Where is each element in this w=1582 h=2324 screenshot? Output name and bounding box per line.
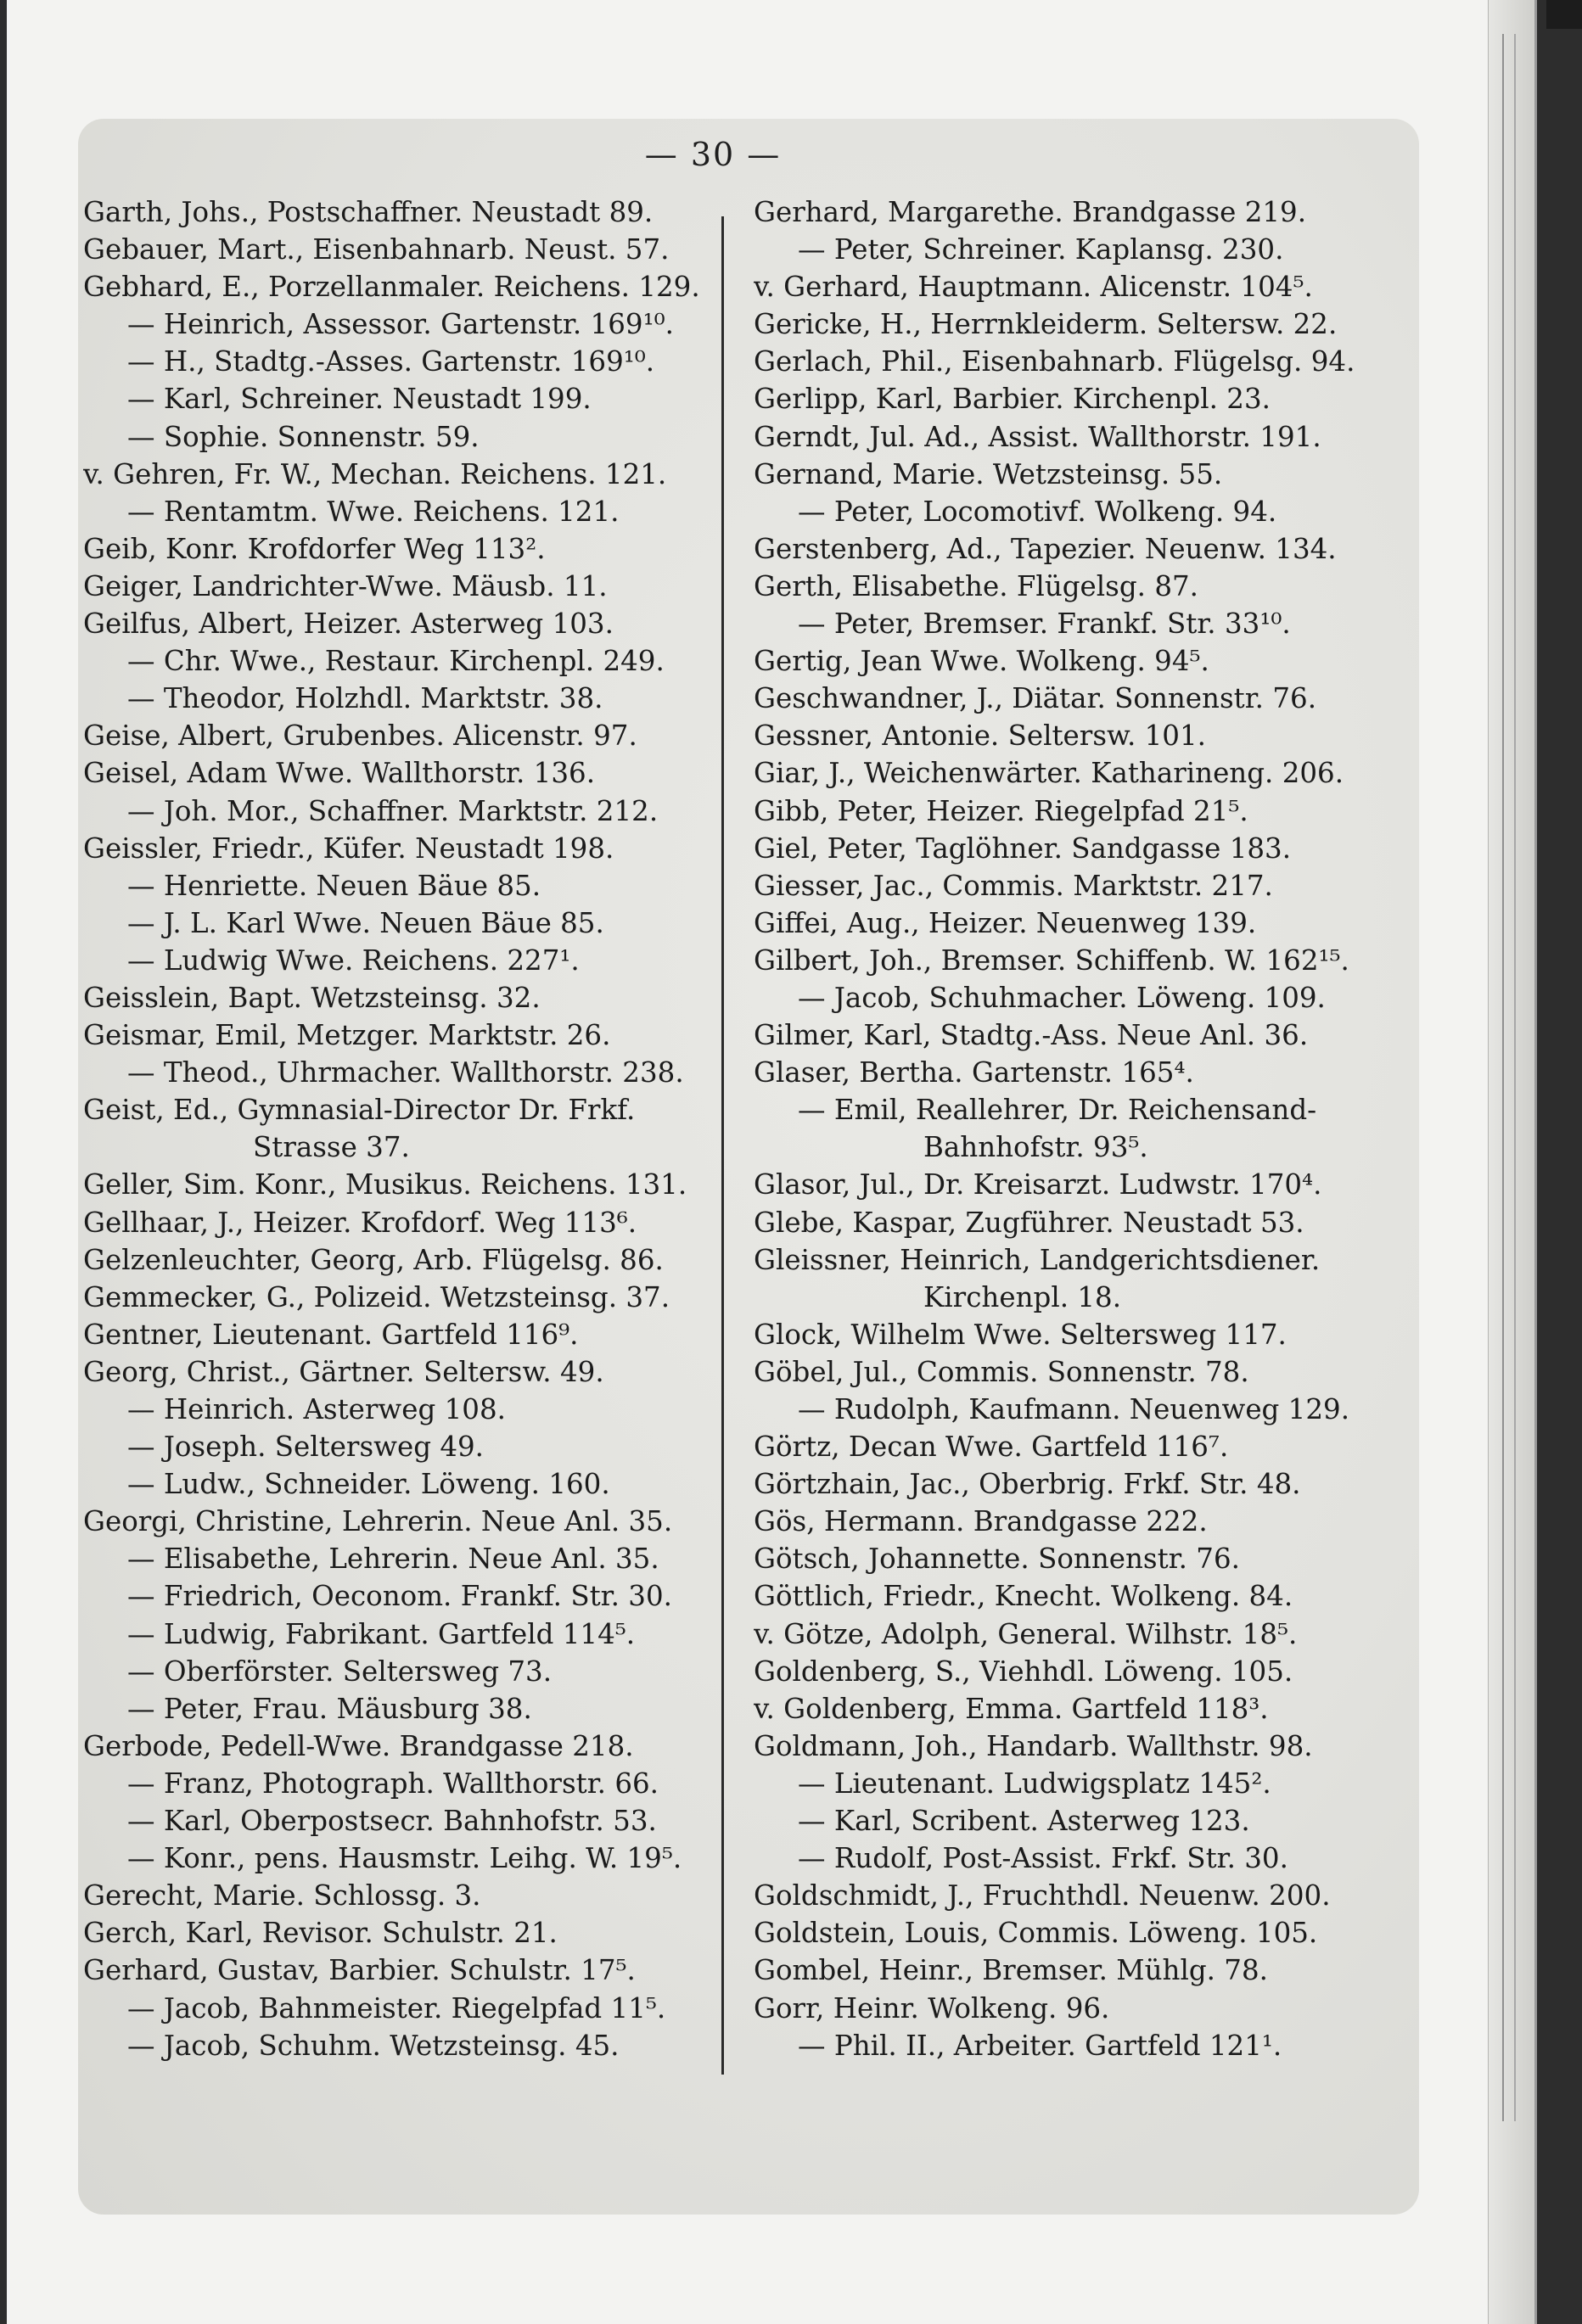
directory-entry: — Ludwig Wwe. Reichens. 227¹. — [127, 944, 580, 977]
directory-entry: — Karl, Scribent. Asterweg 123. — [798, 1805, 1250, 1838]
scan-corner-mark — [1546, 0, 1582, 29]
directory-entry: Gericke, H., Herrnkleiderm. Seltersw. 22. — [754, 308, 1338, 341]
directory-entry: Giel, Peter, Taglöhner. Sandgasse 183. — [754, 832, 1292, 865]
directory-entry: Gorr, Heinr. Wolkeng. 96. — [754, 1991, 1110, 2024]
directory-entry: Geisel, Adam Wwe. Wallthorstr. 136. — [83, 757, 596, 790]
right-column — [754, 193, 1407, 2064]
directory-entry: Gebhard, E., Porzellanmaler. Reichens. 129. — [83, 271, 700, 304]
directory-entry: — Oberförster. Seltersweg 73. — [127, 1655, 553, 1688]
directory-entry: Götsch, Johannette. Sonnenstr. 76. — [754, 1543, 1240, 1576]
directory-entry: — Rentamtm. Wwe. Reichens. 121. — [127, 495, 620, 528]
directory-entry: — Joseph. Seltersweg 49. — [127, 1431, 485, 1464]
directory-entry: — Theod., Uhrmacher. Wallthorstr. 238. — [127, 1056, 684, 1089]
directory-entry: Strasse 37. — [253, 1131, 410, 1164]
directory-entry: — Franz, Photograph. Wallthorstr. 66. — [127, 1767, 659, 1800]
directory-entry: Giar, J., Weichenwärter. Katharineng. 206. — [754, 757, 1344, 790]
directory-entry: v. Gehren, Fr. W., Mechan. Reichens. 121. — [83, 457, 667, 490]
directory-entry: — Henriette. Neuen Bäue 85. — [127, 869, 541, 902]
directory-entry: Gerch, Karl, Revisor. Schulstr. 21. — [83, 1917, 558, 1950]
directory-entry: Gelzenleuchter, Georg, Arb. Flügelsg. 86. — [83, 1243, 664, 1276]
directory-entry: — Jacob, Schuhm. Wetzsteinsg. 45. — [127, 2029, 620, 2062]
directory-entry: — Peter, Bremser. Frankf. Str. 33¹⁰. — [798, 608, 1291, 641]
directory-entry: Geisslein, Bapt. Wetzsteinsg. 32. — [83, 981, 541, 1014]
directory-entry: Garth, Johs., Postschaffner. Neustadt 89. — [83, 196, 654, 228]
directory-entry: — Heinrich, Assessor. Gartenstr. 169¹⁰. — [127, 308, 674, 341]
directory-entry: Gombel, Heinr., Bremser. Mühlg. 78. — [754, 1954, 1268, 1987]
directory-entry: — Emil, Reallehrer, Dr. Reichensand- — [798, 1094, 1317, 1127]
directory-entry: Glebe, Kaspar, Zugführer. Neustadt 53. — [754, 1206, 1304, 1239]
directory-entry: Geismar, Emil, Metzger. Marktstr. 26. — [83, 1019, 611, 1052]
directory-entry: — Phil. II., Arbeiter. Gartfeld 121¹. — [798, 2029, 1282, 2062]
directory-entry: Goldstein, Louis, Commis. Löweng. 105. — [754, 1917, 1318, 1950]
directory-entry: Gerstenberg, Ad., Tapezier. Neuenw. 134. — [754, 532, 1337, 565]
directory-entry: — Rudolph, Kaufmann. Neuenweg 129. — [798, 1393, 1350, 1425]
directory-entry: Geist, Ed., Gymnasial-Director Dr. Frkf. — [83, 1094, 636, 1127]
directory-entry: Gertig, Jean Wwe. Wolkeng. 94⁵. — [754, 645, 1209, 678]
directory-entry: — Jacob, Bahnmeister. Riegelpfad 11⁵. — [127, 1991, 666, 2024]
directory-entry: Geiger, Landrichter-Wwe. Mäusb. 11. — [83, 569, 608, 602]
directory-entry: Göbel, Jul., Commis. Sonnenstr. 78. — [754, 1355, 1249, 1388]
directory-entry: Gentner, Lieutenant. Gartfeld 116⁹. — [83, 1318, 579, 1351]
directory-entry: Gös, Hermann. Brandgasse 222. — [754, 1505, 1208, 1538]
directory-entry: — Heinrich. Asterweg 108. — [127, 1393, 506, 1425]
directory-entry: Geilfus, Albert, Heizer. Asterweg 103. — [83, 608, 614, 641]
directory-entry: Gerhard, Gustav, Barbier. Schulstr. 17⁵. — [83, 1954, 636, 1987]
directory-entry: Gerlipp, Karl, Barbier. Kirchenpl. 23. — [754, 383, 1271, 416]
directory-entry: — Rudolf, Post-Assist. Frkf. Str. 30. — [798, 1842, 1288, 1875]
directory-entry: Giffei, Aug., Heizer. Neuenweg 139. — [754, 906, 1257, 939]
directory-entry: Gerlach, Phil., Eisenbahnarb. Flügelsg. 94. — [754, 345, 1355, 378]
directory-entry: — J. L. Karl Wwe. Neuen Bäue 85. — [127, 906, 604, 939]
page-number: — 30 — — [644, 136, 782, 173]
directory-entry: Gibb, Peter, Heizer. Riegelpfad 21⁵. — [754, 794, 1248, 827]
directory-entry: — Lieutenant. Ludwigsplatz 145². — [798, 1767, 1271, 1800]
directory-entry: Gleissner, Heinrich, Landgerichtsdiener. — [754, 1243, 1321, 1276]
directory-entry: — Karl, Schreiner. Neustadt 199. — [127, 383, 592, 416]
directory-entry: Bahnhofstr. 93⁵. — [923, 1131, 1148, 1164]
directory-entry: Gemmecker, G., Polizeid. Wetzsteinsg. 37. — [83, 1280, 670, 1313]
directory-entry: Gernand, Marie. Wetzsteinsg. 55. — [754, 457, 1223, 490]
directory-entry: Gessner, Antonie. Seltersw. 101. — [754, 720, 1206, 753]
directory-entry: v. Gerhard, Hauptmann. Alicenstr. 104⁵. — [754, 271, 1313, 304]
directory-entry: — Joh. Mor., Schaffner. Marktstr. 212. — [127, 794, 659, 827]
directory-entry: Giesser, Jac., Commis. Marktstr. 217. — [754, 869, 1273, 902]
directory-entry: Göttlich, Friedr., Knecht. Wolkeng. 84. — [754, 1580, 1293, 1613]
directory-entry: — Peter, Frau. Mäusburg 38. — [127, 1692, 532, 1725]
directory-entry: v. Goldenberg, Emma. Gartfeld 118³. — [754, 1692, 1269, 1725]
directory-entry: Gerth, Elisabethe. Flügelsg. 87. — [754, 569, 1199, 602]
directory-entry: Goldschmidt, J., Fruchthdl. Neuenw. 200. — [754, 1879, 1331, 1912]
directory-entry: Kirchenpl. 18. — [923, 1280, 1122, 1313]
directory-entry: Geschwandner, J., Diätar. Sonnenstr. 76. — [754, 682, 1317, 715]
directory-entry: Georgi, Christine, Lehrerin. Neue Anl. 35. — [83, 1505, 673, 1538]
directory-entry: — Friedrich, Oeconom. Frankf. Str. 30. — [127, 1580, 672, 1613]
directory-entry: — Ludw., Schneider. Löweng. 160. — [127, 1468, 610, 1501]
directory-entry: Görtzhain, Jac., Oberbrig. Frkf. Str. 48. — [754, 1468, 1301, 1501]
directory-entry: Glaser, Bertha. Gartenstr. 165⁴. — [754, 1056, 1194, 1089]
directory-entry: — H., Stadtg.-Asses. Gartenstr. 169¹⁰. — [127, 345, 655, 378]
directory-entry: Goldmann, Joh., Handarb. Wallthstr. 98. — [754, 1729, 1313, 1762]
directory-entry: Geib, Konr. Krofdorfer Weg 113². — [83, 532, 546, 565]
directory-entry: — Jacob, Schuhmacher. Löweng. 109. — [798, 981, 1326, 1014]
directory-entry: Gerhard, Margarethe. Brandgasse 219. — [754, 196, 1307, 228]
directory-entry: Görtz, Decan Wwe. Gartfeld 116⁷. — [754, 1431, 1229, 1464]
directory-entry: Gerecht, Marie. Schlossg. 3. — [83, 1879, 481, 1912]
directory-entry: Georg, Christ., Gärtner. Seltersw. 49. — [83, 1355, 604, 1388]
directory-entry: v. Götze, Adolph, General. Wilhstr. 18⁵. — [754, 1617, 1298, 1650]
left-column — [83, 193, 711, 2064]
directory-entry: Goldenberg, S., Viehhdl. Löweng. 105. — [754, 1655, 1293, 1688]
directory-entry: — Theodor, Holzhdl. Marktstr. 38. — [127, 682, 603, 715]
directory-entry: Glasor, Jul., Dr. Kreisarzt. Ludwstr. 170⁴. — [754, 1168, 1322, 1201]
directory-entry: Gebauer, Mart., Eisenbahnarb. Neust. 57. — [83, 233, 670, 266]
directory-entry: Glock, Wilhelm Wwe. Seltersweg 117. — [754, 1318, 1287, 1351]
directory-entry: — Ludwig, Fabrikant. Gartfeld 114⁵. — [127, 1617, 636, 1650]
directory-entry: Gellhaar, J., Heizer. Krofdorf. Weg 113⁶. — [83, 1206, 637, 1239]
directory-entry: — Peter, Locomotivf. Wolkeng. 94. — [798, 495, 1277, 528]
directory-entry: — Elisabethe, Lehrerin. Neue Anl. 35. — [127, 1543, 659, 1576]
column-divider — [721, 216, 724, 2075]
directory-entry: — Peter, Schreiner. Kaplansg. 230. — [798, 233, 1284, 266]
directory-entry: — Chr. Wwe., Restaur. Kirchenpl. 249. — [127, 645, 665, 678]
directory-entry: — Karl, Oberpostsecr. Bahnhofstr. 53. — [127, 1805, 657, 1838]
directory-entry: — Sophie. Sonnenstr. 59. — [127, 420, 480, 453]
directory-entry: Gilmer, Karl, Stadtg.-Ass. Neue Anl. 36. — [754, 1019, 1309, 1052]
directory-entry: Geissler, Friedr., Küfer. Neustadt 198. — [83, 832, 614, 865]
directory-entry: Gerndt, Jul. Ad., Assist. Wallthorstr. 191. — [754, 420, 1321, 453]
directory-entry: — Konr., pens. Hausmstr. Leihg. W. 19⁵. — [127, 1842, 682, 1875]
page-edge — [1488, 0, 1534, 2324]
directory-entry: Gerbode, Pedell-Wwe. Brandgasse 218. — [83, 1729, 634, 1762]
directory-entry: Geise, Albert, Grubenbes. Alicenstr. 97. — [83, 720, 637, 753]
directory-entry: Gilbert, Joh., Bremser. Schiffenb. W. 162¹⁵. — [754, 944, 1349, 977]
directory-entry: Geller, Sim. Konr., Musikus. Reichens. 131. — [83, 1168, 687, 1201]
